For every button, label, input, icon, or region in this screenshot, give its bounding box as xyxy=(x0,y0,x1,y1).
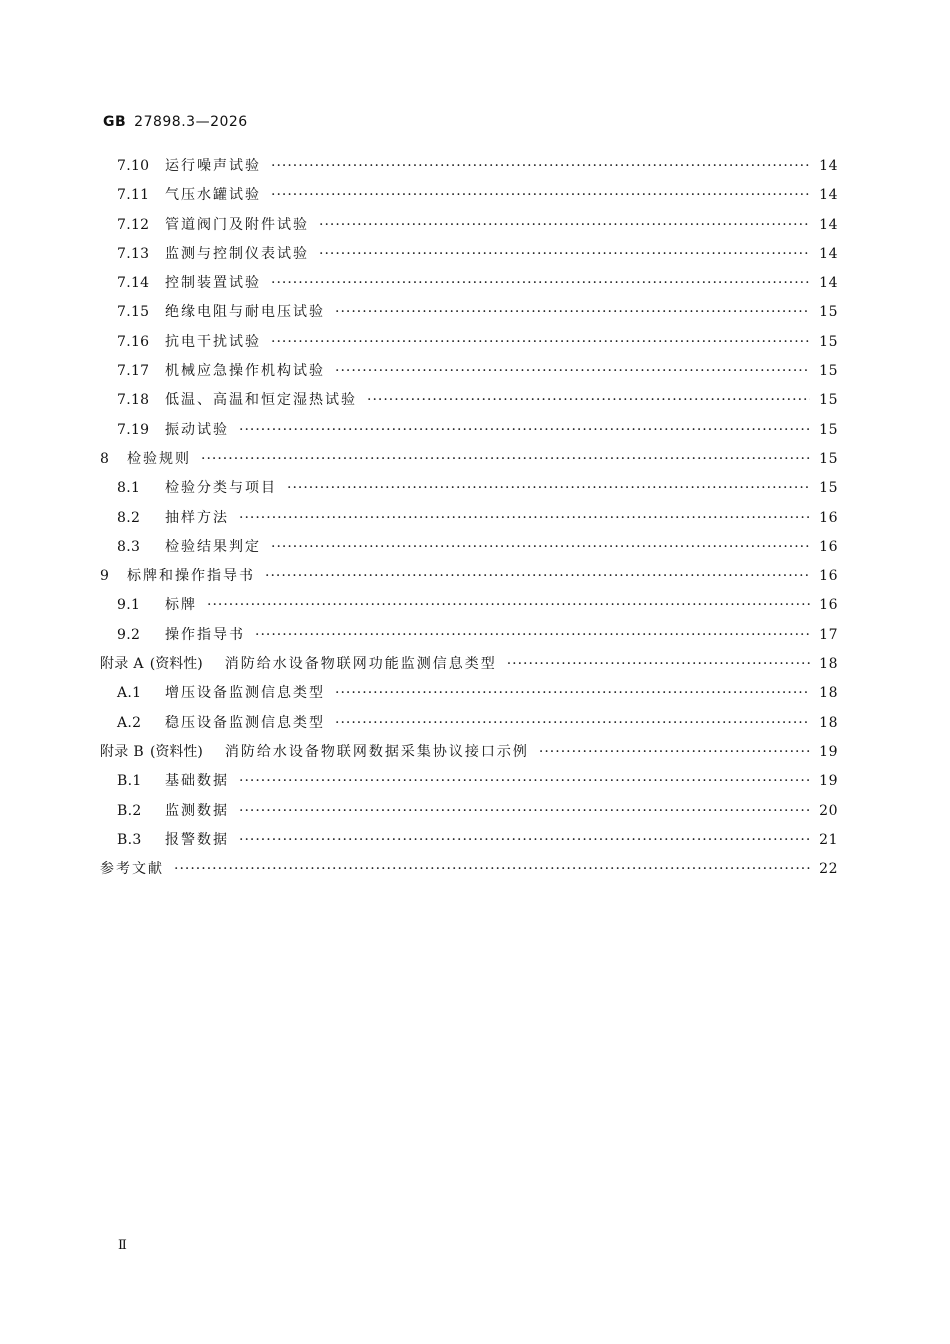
toc-entry-number: 7.15 xyxy=(117,304,150,321)
dot-leader xyxy=(319,240,810,269)
dot-leader xyxy=(287,474,810,503)
toc-entry[interactable] xyxy=(100,826,838,855)
toc-entry-title: 标牌 xyxy=(165,597,197,614)
document-header xyxy=(103,114,248,130)
toc-entry-tag: (资料性) xyxy=(149,656,203,673)
standard-code: 27898.3—2026 xyxy=(134,114,248,130)
toc-entry-title: 管道阀门及附件试验 xyxy=(165,216,309,233)
dot-leader xyxy=(507,650,810,679)
toc-entry[interactable] xyxy=(100,445,838,474)
toc-entry[interactable] xyxy=(100,504,838,533)
toc-entry[interactable] xyxy=(100,357,838,386)
toc-entry[interactable] xyxy=(100,328,838,357)
toc-entry-number: 附录 A xyxy=(100,656,144,673)
dot-leader xyxy=(335,679,810,708)
toc-entry-page: 15 xyxy=(819,392,838,409)
toc-entry[interactable] xyxy=(100,797,838,826)
toc-entry-page: 18 xyxy=(819,685,838,702)
dot-leader xyxy=(174,855,810,884)
dot-leader xyxy=(239,826,810,855)
toc-entry-page: 20 xyxy=(819,802,838,819)
toc-entry[interactable] xyxy=(100,269,838,298)
toc-entry-page: 16 xyxy=(819,568,838,585)
toc-entry-number: 9.1 xyxy=(117,597,141,614)
toc-entry-page: 15 xyxy=(819,333,838,350)
toc-entry-number: 7.13 xyxy=(117,245,150,262)
dot-leader xyxy=(271,181,810,210)
toc-entry-title: 增压设备监测信息类型 xyxy=(165,685,325,702)
toc-entry-title: 抽样方法 xyxy=(165,509,229,526)
toc-entry-number: 8.1 xyxy=(117,480,141,497)
dot-leader xyxy=(239,767,810,796)
toc-entry-page: 15 xyxy=(819,480,838,497)
toc-entry-number: B.3 xyxy=(117,831,142,848)
toc-entry[interactable] xyxy=(100,298,838,327)
toc-entry-number: A.2 xyxy=(117,714,142,731)
toc-entry-title: 参考文献 xyxy=(100,861,164,878)
dot-leader xyxy=(335,298,810,327)
dot-leader xyxy=(335,709,810,738)
toc-entry-page: 15 xyxy=(819,450,838,467)
toc-entry-title: 监测数据 xyxy=(165,802,229,819)
toc-entry-title: 监测与控制仪表试验 xyxy=(165,245,309,262)
toc-entry-title: 绝缘电阻与耐电压试验 xyxy=(165,304,325,321)
toc-entry-number: 7.12 xyxy=(117,216,150,233)
dot-leader xyxy=(539,738,810,767)
dot-leader xyxy=(335,357,810,386)
toc-entry-number: 7.16 xyxy=(117,333,150,350)
toc-entry-title: 消防给水设备物联网功能监测信息类型 xyxy=(224,656,497,673)
toc-entry-page: 14 xyxy=(819,216,838,233)
toc-entry-number: A.1 xyxy=(117,685,142,702)
toc-entry[interactable] xyxy=(100,181,838,210)
table-of-contents xyxy=(100,152,838,884)
toc-entry-number: 8.3 xyxy=(117,538,141,555)
toc-entry[interactable] xyxy=(100,650,838,679)
dot-leader xyxy=(319,211,810,240)
dot-leader xyxy=(271,152,810,181)
toc-entry[interactable] xyxy=(100,474,838,503)
dot-leader xyxy=(239,504,810,533)
toc-entry-page: 14 xyxy=(819,158,838,174)
toc-entry[interactable] xyxy=(100,240,838,269)
toc-entry-number: B.2 xyxy=(117,802,142,819)
toc-entry[interactable] xyxy=(100,211,838,240)
toc-entry-title: 控制装置试验 xyxy=(165,275,261,292)
toc-entry[interactable] xyxy=(100,591,838,620)
toc-entry[interactable] xyxy=(100,416,838,445)
toc-entry-page: 14 xyxy=(819,187,838,204)
toc-entry[interactable] xyxy=(100,767,838,796)
page-number: Ⅱ xyxy=(118,1238,127,1253)
toc-entry-title: 检验规则 xyxy=(127,450,191,467)
dot-leader xyxy=(271,269,810,298)
toc-entry-number: 附录 B xyxy=(100,743,144,760)
dot-leader xyxy=(255,621,810,650)
toc-entry-title: 检验结果判定 xyxy=(165,538,261,555)
toc-entry-number: 7.14 xyxy=(117,275,150,292)
toc-entry[interactable] xyxy=(100,533,838,562)
toc-entry-page: 19 xyxy=(819,743,838,760)
toc-entry-title: 操作指导书 xyxy=(165,626,245,643)
dot-leader xyxy=(271,328,810,357)
toc-entry-title: 消防给水设备物联网数据采集协议接口示例 xyxy=(224,743,529,760)
toc-entry-page: 16 xyxy=(819,538,838,555)
dot-leader xyxy=(367,386,810,415)
toc-entry-title: 报警数据 xyxy=(165,831,229,848)
toc-entry-title: 运行噪声试验 xyxy=(165,158,261,174)
toc-entry-page: 18 xyxy=(819,714,838,731)
toc-entry-number: 7.10 xyxy=(117,158,150,174)
dot-leader xyxy=(201,445,810,474)
toc-entry-page: 15 xyxy=(819,363,838,380)
toc-entry-title: 低温、高温和恒定湿热试验 xyxy=(165,392,357,409)
toc-entry[interactable] xyxy=(100,855,838,884)
toc-entry-number: 7.11 xyxy=(117,187,150,204)
toc-entry[interactable] xyxy=(100,709,838,738)
toc-entry-number: 7.17 xyxy=(117,363,150,380)
toc-entry[interactable] xyxy=(100,738,838,767)
toc-entry-page: 21 xyxy=(819,831,838,848)
dot-leader xyxy=(265,562,810,591)
toc-entry-number: B.1 xyxy=(117,773,142,790)
toc-entry[interactable] xyxy=(100,152,838,181)
toc-entry-page: 16 xyxy=(819,509,838,526)
toc-entry-page: 14 xyxy=(819,275,838,292)
toc-entry-page: 17 xyxy=(819,626,838,643)
standard-prefix: GB xyxy=(103,114,127,130)
dot-leader xyxy=(239,797,810,826)
toc-entry[interactable] xyxy=(100,386,838,415)
toc-entry-number: 7.19 xyxy=(117,421,150,438)
toc-entry-title: 稳压设备监测信息类型 xyxy=(165,714,325,731)
toc-entry-number: 8.2 xyxy=(117,509,141,526)
toc-entry-title: 检验分类与项目 xyxy=(165,480,277,497)
toc-entry-page: 14 xyxy=(819,245,838,262)
toc-entry-title: 气压水罐试验 xyxy=(165,187,261,204)
toc-entry-page: 15 xyxy=(819,304,838,321)
toc-entry[interactable] xyxy=(100,562,838,591)
toc-entry-page: 18 xyxy=(819,656,838,673)
toc-entry-title: 机械应急操作机构试验 xyxy=(165,363,325,380)
toc-entry-page: 19 xyxy=(819,773,838,790)
toc-entry[interactable] xyxy=(100,621,838,650)
dot-leader xyxy=(239,416,810,445)
toc-entry-number: 7.18 xyxy=(117,392,150,409)
toc-entry-title: 基础数据 xyxy=(165,773,229,790)
dot-leader xyxy=(207,591,810,620)
toc-entry-tag: (资料性) xyxy=(149,743,203,760)
dot-leader xyxy=(271,533,810,562)
toc-entry-page: 15 xyxy=(819,421,838,438)
toc-entry-title: 标牌和操作指导书 xyxy=(127,568,255,585)
toc-entry-page: 22 xyxy=(819,861,838,878)
toc-entry-title: 振动试验 xyxy=(165,421,229,438)
toc-entry[interactable] xyxy=(100,679,838,708)
toc-entry-title: 抗电干扰试验 xyxy=(165,333,261,350)
toc-entry-number: 9.2 xyxy=(117,626,141,643)
toc-entry-number: 9 xyxy=(100,568,110,585)
toc-entry-page: 16 xyxy=(819,597,838,614)
toc-entry-number: 8 xyxy=(100,450,110,467)
